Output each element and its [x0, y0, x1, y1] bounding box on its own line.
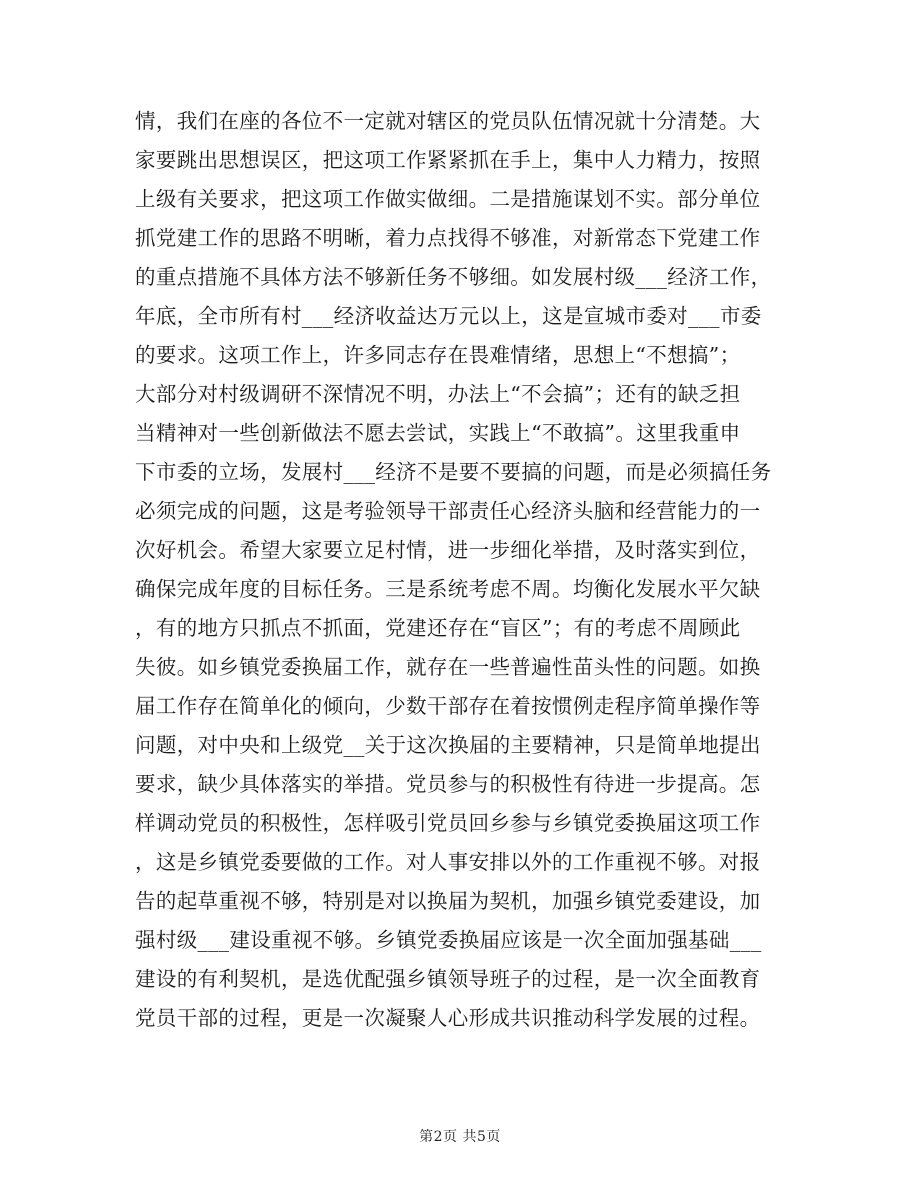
text-line: 上级有关要求，把这项工作做实做细。二是措施谋划不实。部分单位 — [135, 187, 761, 211]
text-line: 告的起草重视不够，特别是对以换届为契机，加强乡镇党委建设，加 — [135, 889, 761, 913]
text-line: 要求，缺少具体落实的举措。党员参与的积极性有待进一步提高。怎 — [135, 772, 761, 796]
text-line: 必须完成的问题，这是考验领导干部责任心经济头脑和经营能力的一 — [135, 499, 761, 523]
text-line: 次好机会。希望大家要立足村情，进一步细化举措，及时落实到位， — [135, 538, 761, 562]
text-line: 党员干部的过程，更是一次凝聚人心形成共识推动科学发展的过程。 — [135, 1006, 761, 1030]
text-line: 届工作存在简单化的倾向，少数干部存在着按惯例走程序简单操作等 — [135, 694, 761, 718]
text-line: 问题，对中央和上级党__关于这次换届的主要精神，只是简单地提出 — [135, 733, 761, 757]
page-number-footer: 第2页 共5页 — [419, 1129, 501, 1145]
text-line: 的要求。这项工作上，许多同志存在畏难情绪，思想上“不想搞”； — [135, 343, 741, 367]
text-line: ，这是乡镇党委要做的工作。对人事安排以外的工作重视不够。对报 — [135, 850, 761, 874]
text-line: 样调动党员的积极性，怎样吸引党员回乡参与乡镇党委换届这项工作 — [135, 811, 761, 835]
text-line: 年底，全市所有村___经济收益达万元以上，这是宣城市委对___市委 — [135, 304, 762, 328]
text-line: 情，我们在座的各位不一定就对辖区的党员队伍情况就十分清楚。大 — [135, 109, 761, 133]
text-line: 失彼。如乡镇党委换届工作，就存在一些普遍性苗头性的问题。如换 — [135, 655, 761, 679]
text-line: 强村级___建设重视不够。乡镇党委换届应该是一次全面加强基础___ — [135, 928, 762, 952]
text-line: 确保完成年度的目标任务。三是系统考虑不周。均衡化发展水平欠缺 — [135, 577, 761, 601]
text-line: 抓党建工作的思路不明晰，着力点找得不够准，对新常态下党建工作 — [135, 226, 761, 250]
text-line: 下市委的立场，发展村___经济不是要不要搞的问题，而是必须搞任务 — [135, 460, 772, 484]
text-line: 的重点措施不具体方法不够新任务不够细。如发展村级___经济工作， — [135, 265, 772, 289]
text-line: 家要跳出思想误区，把这项工作紧紧抓在手上，集中人力精力，按照 — [135, 148, 761, 172]
text-line: 大部分对村级调研不深情况不明，办法上“不会搞”；还有的缺乏担 — [135, 382, 741, 406]
body-text — [135, 102, 795, 1038]
text-line: ，有的地方只抓点不抓面，党建还存在“盲区”；有的考虑不周顾此 — [135, 616, 741, 640]
text-line: 建设的有利契机，是选优配强乡镇领导班子的过程，是一次全面教育 — [135, 967, 761, 991]
text-line: 当精神对一些创新做法不愿去尝试，实践上“不敢搞”。这里我重申 — [135, 421, 741, 445]
